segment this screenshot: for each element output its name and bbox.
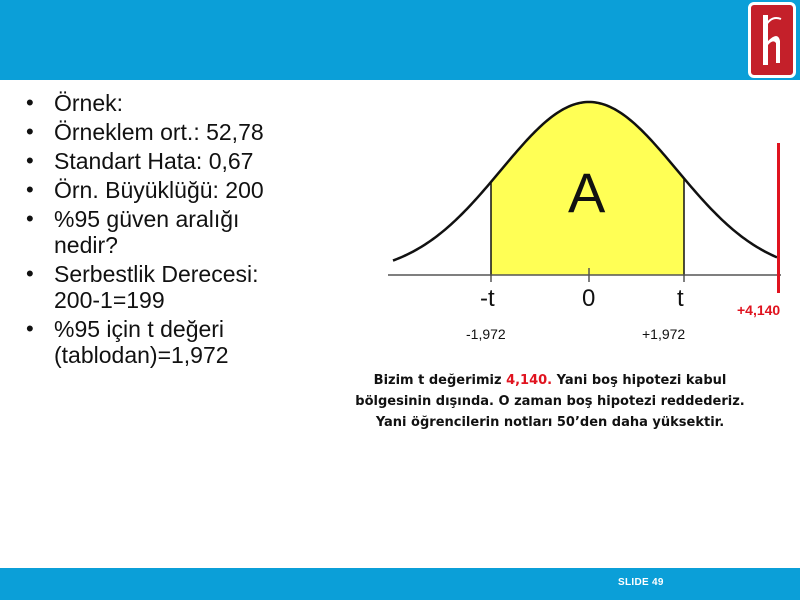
bullet-example: • Örnek:: [26, 90, 266, 116]
area-label: A: [568, 161, 606, 224]
explanation-highlight: 4,140.: [506, 373, 553, 388]
bullet-sample-size: • Örn. Büyüklüğü: 200: [26, 177, 266, 203]
university-h-logo-icon: [751, 5, 793, 75]
t-distribution-diagram: [383, 90, 793, 320]
explanation-part2: Yani boş hipotezi kabul bölgesinin dışında. O zaman boş hipotezi reddederiz. Yani öğrencilerin notları 50’den daha yüksektir.: [355, 373, 745, 430]
observed-t-label: +4,140: [737, 302, 781, 318]
explanation-text: [340, 370, 760, 433]
observed-t-marker: [777, 143, 780, 293]
bullet-confidence-question: • %95 güven aralığı nedir?: [26, 206, 266, 258]
footer-band: [0, 568, 800, 600]
explanation-part1: Bizim t değerimiz: [373, 373, 507, 388]
bullet-list: [26, 90, 266, 371]
bullet-t-value: • %95 için t değeri (tablodan)=1,972: [26, 316, 266, 368]
critical-right-label: +1,972: [642, 326, 686, 342]
header-band: [0, 0, 800, 80]
axis-label-pos-t: t: [677, 285, 684, 312]
axis-label-zero: 0: [582, 285, 596, 312]
bullet-sample-mean: • Örneklem ort.: 52,78: [26, 119, 266, 145]
university-logo: [748, 2, 796, 78]
bullet-degrees-of-freedom: • Serbestlik Derecesi: 200-1=199: [26, 261, 266, 313]
critical-left-label: -1,972: [466, 326, 506, 342]
slide-number: SLIDE 49: [618, 577, 664, 588]
axis-label-neg-t: -t: [480, 285, 495, 312]
bullet-standard-error: • Standart Hata: 0,67: [26, 148, 266, 174]
